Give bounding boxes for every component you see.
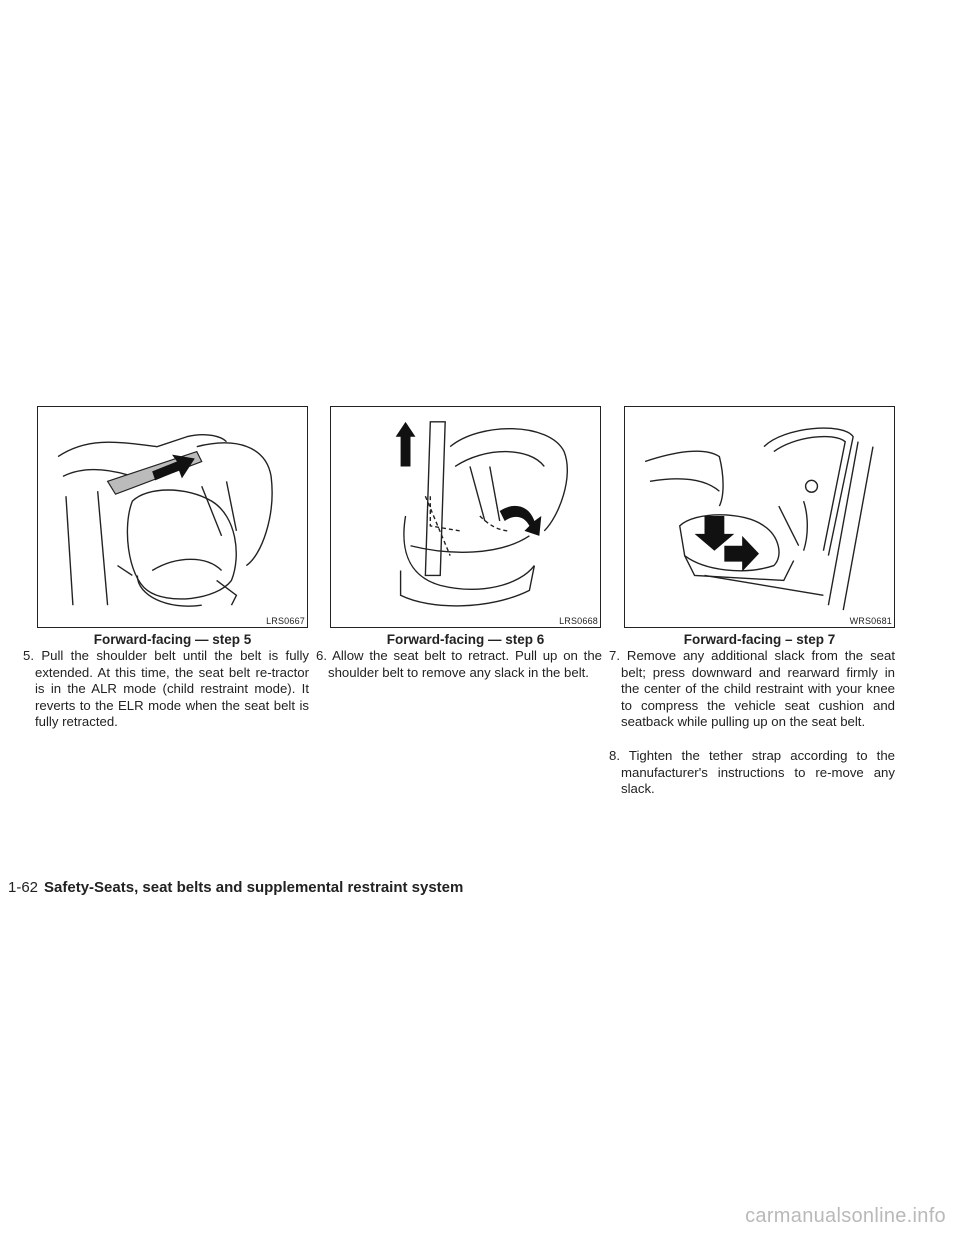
illustration-compress-seat [625, 407, 894, 627]
figure-caption-step-7: Forward-facing – step 7 [683, 632, 836, 647]
figure-step-6 [330, 406, 601, 628]
section-title: Safety-Seats, seat belts and supplemental restraint system [44, 879, 464, 896]
figure-code: LRS0668 [559, 616, 598, 626]
step-5-text: 5. Pull the shoulder belt until the belt is fully extended. At this time, the seat belt re-tractor is in the ALR mode (child restraint mode). It reverts to the ELR mode when the seat belt is fully retracted. [23, 648, 309, 730]
page-number: 1-62 [8, 879, 39, 896]
figure-code: WRS0681 [849, 616, 892, 626]
figure-code: LRS0667 [266, 616, 305, 626]
step-8-text: 8. Tighten the tether strap according to the manufacturer's instructions to re-move any slack. [609, 748, 895, 797]
figure-step-7 [624, 406, 895, 628]
watermark: carmanualsonline.info [745, 1205, 946, 1227]
figure-step-5 [37, 406, 308, 628]
step-7-text: 7. Remove any additional slack from the seat belt; press downward and rearward firmly in the center of the child restraint with your knee to compress the vehicle seat cushion and seatback while pulling up on the seat belt. [609, 648, 895, 730]
figure-caption-step-6: Forward-facing — step 6 [386, 632, 545, 647]
step-6-text: 6. Allow the seat belt to retract. Pull up on the shoulder belt to remove any slack in the belt. [316, 648, 602, 680]
page-footer [8, 879, 463, 896]
figure-caption-step-5: Forward-facing — step 5 [93, 632, 252, 647]
illustration-retract-belt [331, 407, 600, 627]
illustration-pull-shoulder-belt [38, 407, 307, 627]
